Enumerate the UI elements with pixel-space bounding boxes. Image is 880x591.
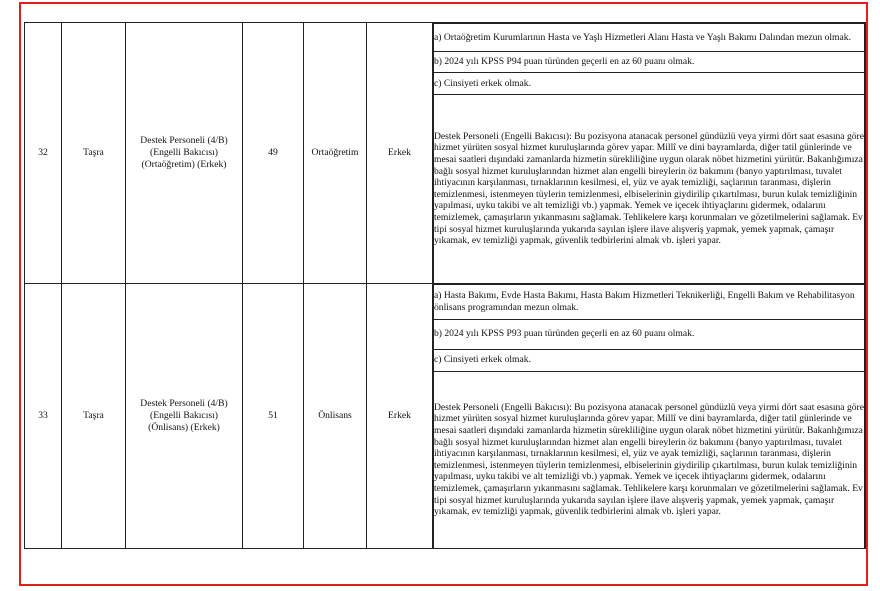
requirements-list [433, 23, 865, 283]
quota-cell: 51 [243, 283, 304, 549]
education-cell: Ortaöğretim [304, 23, 367, 284]
positions-table [24, 22, 866, 549]
requirement-b: b) 2024 yılı KPSS P93 puan türünden geçerli en az 60 puanı olmak. [434, 319, 865, 349]
requirement-c: c) Cinsiyeti erkek olmak. [434, 349, 865, 371]
job-description: Destek Personeli (Engelli Bakıcısı): Bu pozisyona atanacak personel gündüzlü veya yirmi dört saat esasına göre hizmet yürüten sosyal hizmet kuruluşlarında görev yapar. Millî ve dini bayramlarda, diğer tatil günlerinde ve mesai saatleri dışındaki zamanlarda hizmetin sürekliliğine uygun olarak nöbet hizmetini yürütür. Bakanlığımıza bağlı sosyal hizmet kuruluşlarından hizmet alan engelli bireylerin öz bakımını (banyo yaptırılması, tuvalet ihtiyacının karşılanması, tırnaklarının kesilmesi, el, yüz ve ayak temizliği, saçlarının taranması, dişlerin temizlenmesi, istenmeyen tüylerin temizlenmesi, elbiselerinin giydirilip çıkartılması, burun kulak temizliğinin yapılması, uyku takibi ve alt temizliği vb.) yapmak. Yemek ve içecek ihtiyaçlarını gidermek, odalarını temizlemek, çamaşırların yıkanmasını sağlamak. Tehlikelere karşı korunmaları ve gözetilmelerini sağlamak. Ev tipi sosyal hizmet kuruluşlarında yukarıda sayılan işlere ilave alışveriş yapmak, yemek yapmak, çamaşır yıkamak, ev temizliği yapmak, güvenlik tedbirlerini almak vb. işleri yapar. [434, 95, 865, 283]
row-number: 33 [25, 283, 62, 549]
quota-cell: 49 [243, 23, 304, 284]
requirement-a: a) Ortaöğretim Kurumlarının Hasta ve Yaşlı Hizmetleri Alanı Hasta ve Yaşlı Bakımı Dalından mezun olmak. [434, 24, 865, 52]
gender-cell: Erkek [367, 23, 433, 284]
location-cell: Taşra [62, 283, 126, 549]
gender-cell: Erkek [367, 283, 433, 549]
job-description: Destek Personeli (Engelli Bakıcısı): Bu pozisyona atanacak personel gündüzlü veya yirmi dört saat esasına göre hizmet yürüten sosyal hizmet kuruluşlarında görev yapar. Millî ve dini bayramlarda, diğer tatil günlerinde ve mesai saatleri dışındaki zamanlarda hizmetin sürekliliğine uygun olarak nöbet hizmetini yürütür. Bakanlığımıza bağlı sosyal hizmet kuruluşlarından hizmet alan engelli bireylerin öz bakımını (banyo yaptırılması, tuvalet ihtiyacının karşılanması, tırnaklarının kesilmesi, el, yüz ve ayak temizliği, saçlarının taranması, dişlerin temizlenmesi, istenmeyen tüylerin temizlenmesi, elbiselerinin giydirilip çıkartılması, burun kulak temizliğinin yapılması, uyku takibi ve alt temizliği vb.) yapmak. Yemek ve içecek ihtiyaçlarını gidermek, odalarını temizlemek, çamaşırların yıkanmasını sağlamak. Tehlikelere karşı korunmaları ve gözetilmelerini sağlamak. Ev tipi sosyal hizmet kuruluşlarında yukarıda sayılan işlere ilave alışveriş yapmak, yemek yapmak, çamaşır yıkamak, ev temizliği yapmak, güvenlik tedbirlerini almak vb. işleri yapar. [434, 371, 865, 548]
position-cell [126, 283, 243, 549]
requirement-b: b) 2024 yılı KPSS P94 puan türünden geçerli en az 60 puanı olmak. [434, 52, 865, 73]
location-cell: Taşra [62, 23, 126, 284]
requirement-c: c) Cinsiyeti erkek olmak. [434, 73, 865, 95]
requirement-a: a) Hasta Bakımı, Evde Hasta Bakımı, Hasta Bakım Hizmetleri Teknikerliği, Engelli Bakım ve Rehabilitasyon önlisans programından mezun olmak. [434, 284, 865, 319]
education-cell: Önlisans [304, 283, 367, 549]
requirements-list [433, 284, 865, 549]
table-row [25, 283, 866, 549]
position-title: Destek Personeli (4/B) (Engelli Bakıcısı) (Önlisans) (Erkek) [140, 398, 228, 433]
position-title: Destek Personeli (4/B) (Engelli Bakıcısı) (Ortaöğretim) (Erkek) [140, 135, 228, 170]
position-cell [126, 23, 243, 284]
table-row [25, 23, 866, 284]
requirements-cell [433, 23, 866, 284]
requirements-cell [433, 283, 866, 549]
row-number: 32 [25, 23, 62, 284]
